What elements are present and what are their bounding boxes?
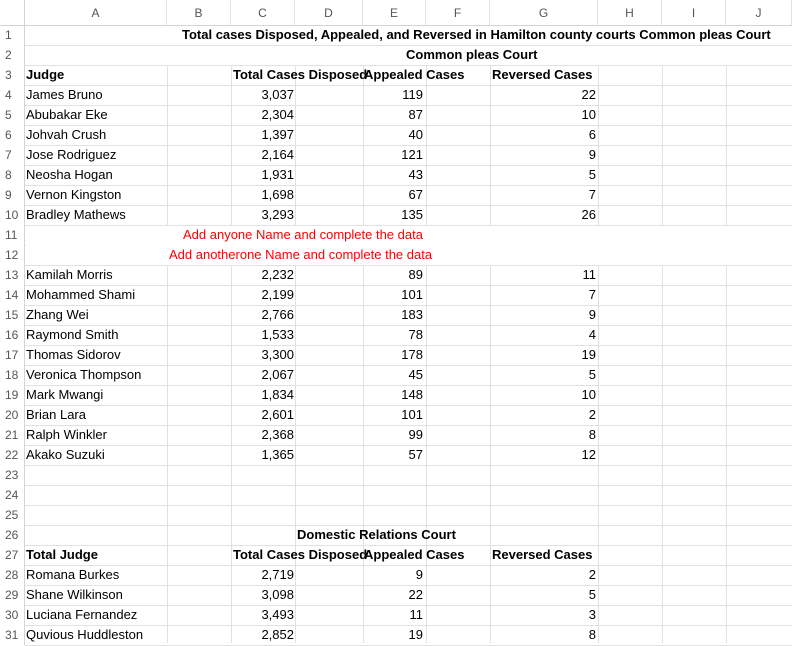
row-header[interactable]: 23 <box>0 465 25 485</box>
reversed-cell[interactable]: 10 <box>581 387 596 402</box>
row-header[interactable]: 30 <box>0 605 25 625</box>
judge-name-cell[interactable]: Romana Burkes <box>26 567 120 582</box>
total-cases-cell[interactable]: 2,601 <box>261 407 294 422</box>
row-header[interactable]: 21 <box>0 425 25 445</box>
row-header[interactable]: 16 <box>0 325 25 345</box>
judge-name-cell[interactable]: Johvah Crush <box>26 127 107 142</box>
judge-name-cell[interactable]: Ralph Winkler <box>26 427 107 442</box>
reversed-cell[interactable]: 12 <box>581 447 596 462</box>
reversed-cell[interactable]: 4 <box>588 327 596 342</box>
row-header[interactable]: 27 <box>0 545 25 565</box>
select-all-corner[interactable] <box>0 0 25 25</box>
row-gridline <box>25 505 792 506</box>
judge-name-cell[interactable]: Brian Lara <box>26 407 86 422</box>
total-cases-cell[interactable]: 1,533 <box>261 327 294 342</box>
appealed-cell[interactable]: 11 <box>409 607 423 622</box>
domestic-header-total[interactable]: Total Cases Disposed <box>233 547 368 562</box>
header-judge[interactable]: Judge <box>26 67 65 82</box>
row-header[interactable]: 14 <box>0 285 25 305</box>
row-header[interactable]: 31 <box>0 625 25 645</box>
judge-name-cell[interactable]: Vernon Kingston <box>26 187 122 202</box>
judge-name-cell[interactable]: James Bruno <box>26 87 103 102</box>
column-header-d[interactable]: D <box>295 0 363 25</box>
reversed-cell[interactable]: 5 <box>588 367 596 382</box>
appealed-cell[interactable]: 43 <box>408 167 423 182</box>
reversed-cell[interactable]: 9 <box>588 147 596 162</box>
total-cases-cell[interactable]: 3,293 <box>261 207 294 222</box>
row-header[interactable]: 25 <box>0 505 25 525</box>
appealed-cell[interactable]: 22 <box>408 587 423 602</box>
total-cases-cell[interactable]: 3,493 <box>261 607 294 622</box>
total-cases-cell[interactable]: 2,067 <box>261 367 294 382</box>
row-header[interactable]: 28 <box>0 565 25 585</box>
row-header[interactable]: 8 <box>0 165 25 185</box>
row-header[interactable]: 20 <box>0 405 25 425</box>
judge-name-cell[interactable]: Thomas Sidorov <box>26 347 121 362</box>
appealed-cell[interactable]: 101 <box>401 287 423 302</box>
judge-name-cell[interactable]: Mohammed Shami <box>26 287 136 302</box>
appealed-cell[interactable]: 183 <box>401 307 423 322</box>
appealed-cell[interactable]: 148 <box>401 387 423 402</box>
appealed-cell[interactable]: 87 <box>408 107 423 122</box>
row-header[interactable]: 6 <box>0 125 25 145</box>
row-header[interactable]: 2 <box>0 45 25 65</box>
reversed-cell[interactable]: 11 <box>582 267 596 282</box>
reversed-cell[interactable]: 8 <box>588 427 596 442</box>
domestic-header-judge[interactable]: Total Judge <box>26 547 98 562</box>
judge-name-cell[interactable]: Quvious Huddleston <box>26 627 144 642</box>
note-add-anotherone[interactable]: Add anotherone Name and complete the data <box>169 247 433 262</box>
row-header[interactable]: 18 <box>0 365 25 385</box>
judge-name-cell[interactable]: Mark Mwangi <box>26 387 104 402</box>
row-gridline <box>25 465 792 466</box>
reversed-cell[interactable]: 8 <box>588 627 596 642</box>
appealed-cell[interactable]: 119 <box>402 87 423 102</box>
reversed-cell[interactable]: 2 <box>588 407 596 422</box>
column-gridline <box>726 25 727 643</box>
row-header[interactable]: 1 <box>0 25 25 45</box>
appealed-cell[interactable]: 135 <box>401 207 423 222</box>
reversed-cell[interactable]: 7 <box>588 187 596 202</box>
appealed-cell[interactable]: 19 <box>408 627 423 642</box>
appealed-cell[interactable]: 57 <box>408 447 423 462</box>
appealed-cell[interactable]: 178 <box>401 347 423 362</box>
header-total-cases[interactable]: Total Cases Disposed <box>233 67 368 82</box>
reversed-cell[interactable]: 9 <box>588 307 596 322</box>
row-header[interactable]: 22 <box>0 445 25 465</box>
row-header[interactable]: 10 <box>0 205 25 225</box>
row-header[interactable]: 17 <box>0 345 25 365</box>
column-header-h[interactable]: H <box>598 0 662 25</box>
judge-name-cell[interactable]: Jose Rodriguez <box>26 147 117 162</box>
reversed-cell[interactable]: 5 <box>588 167 596 182</box>
total-cases-cell[interactable]: 3,300 <box>261 347 294 362</box>
appealed-cell[interactable]: 9 <box>415 567 423 582</box>
sheet-subtitle[interactable]: Common pleas Court <box>406 47 538 62</box>
appealed-cell[interactable]: 45 <box>408 367 423 382</box>
total-cases-cell[interactable]: 3,098 <box>261 587 294 602</box>
header-appealed[interactable]: Appealed Cases <box>364 67 465 82</box>
appealed-cell[interactable]: 40 <box>408 127 423 142</box>
domestic-title[interactable]: Domestic Relations Court <box>297 527 456 542</box>
judge-name-cell[interactable]: Akako Suzuki <box>26 447 105 462</box>
sheet-title[interactable]: Total cases Disposed, Appealed, and Reversed in Hamilton county courts Common pleas Court <box>182 27 771 42</box>
reversed-cell[interactable]: 22 <box>581 87 596 102</box>
appealed-cell[interactable]: 89 <box>408 267 423 282</box>
reversed-cell[interactable]: 3 <box>588 607 596 622</box>
total-cases-cell[interactable]: 1,931 <box>261 167 294 182</box>
row-header[interactable]: 13 <box>0 265 25 285</box>
column-header-a[interactable]: A <box>25 0 167 25</box>
column-gridline <box>167 25 168 643</box>
row-gridline <box>25 485 792 486</box>
judge-name-cell[interactable]: Zhang Wei <box>26 307 89 322</box>
total-cases-cell[interactable]: 2,232 <box>261 267 294 282</box>
total-cases-cell[interactable]: 1,834 <box>261 387 294 402</box>
row-header[interactable]: 12 <box>0 245 25 265</box>
judge-name-cell[interactable]: Luciana Fernandez <box>26 607 138 622</box>
appealed-cell[interactable]: 101 <box>401 407 423 422</box>
total-cases-cell[interactable]: 1,397 <box>261 127 294 142</box>
total-cases-cell[interactable]: 2,164 <box>261 147 294 162</box>
column-header-b[interactable]: B <box>167 0 231 25</box>
total-cases-cell[interactable]: 1,698 <box>261 187 294 202</box>
reversed-cell[interactable]: 5 <box>588 587 596 602</box>
column-header-e[interactable]: E <box>363 0 426 25</box>
row-header[interactable]: 15 <box>0 305 25 325</box>
row-header[interactable]: 11 <box>0 225 25 245</box>
column-header-j[interactable]: J <box>726 0 792 25</box>
reversed-cell[interactable]: 7 <box>588 287 596 302</box>
column-header-g[interactable]: G <box>490 0 598 25</box>
column-header-bar <box>0 0 792 26</box>
appealed-cell[interactable]: 67 <box>408 187 423 202</box>
total-cases-cell[interactable]: 2,304 <box>261 107 294 122</box>
column-header-i[interactable]: I <box>662 0 726 25</box>
total-cases-cell[interactable]: 2,766 <box>261 307 294 322</box>
total-cases-cell[interactable]: 2,199 <box>261 287 294 302</box>
row-header[interactable]: 5 <box>0 105 25 125</box>
row-header[interactable]: 3 <box>0 65 25 85</box>
judge-name-cell[interactable]: Shane Wilkinson <box>26 587 123 602</box>
row-header[interactable]: 26 <box>0 525 25 545</box>
reversed-cell[interactable]: 26 <box>581 207 596 222</box>
row-header[interactable]: 24 <box>0 485 25 505</box>
row-header[interactable]: 19 <box>0 385 25 405</box>
row-header[interactable]: 7 <box>0 145 25 165</box>
note-add-anyone[interactable]: Add anyone Name and complete the data <box>183 227 423 242</box>
row-header[interactable]: 9 <box>0 185 25 205</box>
column-header-c[interactable]: C <box>231 0 295 25</box>
judge-name-cell[interactable]: Veronica Thompson <box>26 367 142 382</box>
column-gridline <box>662 25 663 643</box>
reversed-cell[interactable]: 6 <box>588 127 596 142</box>
judge-name-cell[interactable]: Raymond Smith <box>26 327 119 342</box>
reversed-cell[interactable]: 19 <box>581 347 596 362</box>
domestic-header-appealed[interactable]: Appealed Cases <box>364 547 465 562</box>
total-cases-cell[interactable]: 2,852 <box>261 627 294 642</box>
row-header[interactable]: 4 <box>0 85 25 105</box>
appealed-cell[interactable]: 99 <box>408 427 423 442</box>
column-header-f[interactable]: F <box>426 0 490 25</box>
judge-name-cell[interactable]: Bradley Mathews <box>26 207 126 222</box>
column-gridline <box>598 25 599 643</box>
total-cases-cell[interactable]: 3,037 <box>261 87 294 102</box>
appealed-cell[interactable]: 78 <box>408 327 423 342</box>
reversed-cell[interactable]: 10 <box>581 107 596 122</box>
total-cases-cell[interactable]: 1,365 <box>261 447 294 462</box>
total-cases-cell[interactable]: 2,368 <box>261 427 294 442</box>
domestic-header-reversed[interactable]: Reversed Cases <box>492 547 593 562</box>
header-reversed[interactable]: Reversed Cases <box>492 67 593 82</box>
judge-name-cell[interactable]: Kamilah Morris <box>26 267 113 282</box>
reversed-cell[interactable]: 2 <box>588 567 596 582</box>
row-header[interactable]: 29 <box>0 585 25 605</box>
judge-name-cell[interactable]: Neosha Hogan <box>26 167 113 182</box>
judge-name-cell[interactable]: Abubakar Eke <box>26 107 108 122</box>
total-cases-cell[interactable]: 2,719 <box>261 567 294 582</box>
appealed-cell[interactable]: 121 <box>401 147 423 162</box>
